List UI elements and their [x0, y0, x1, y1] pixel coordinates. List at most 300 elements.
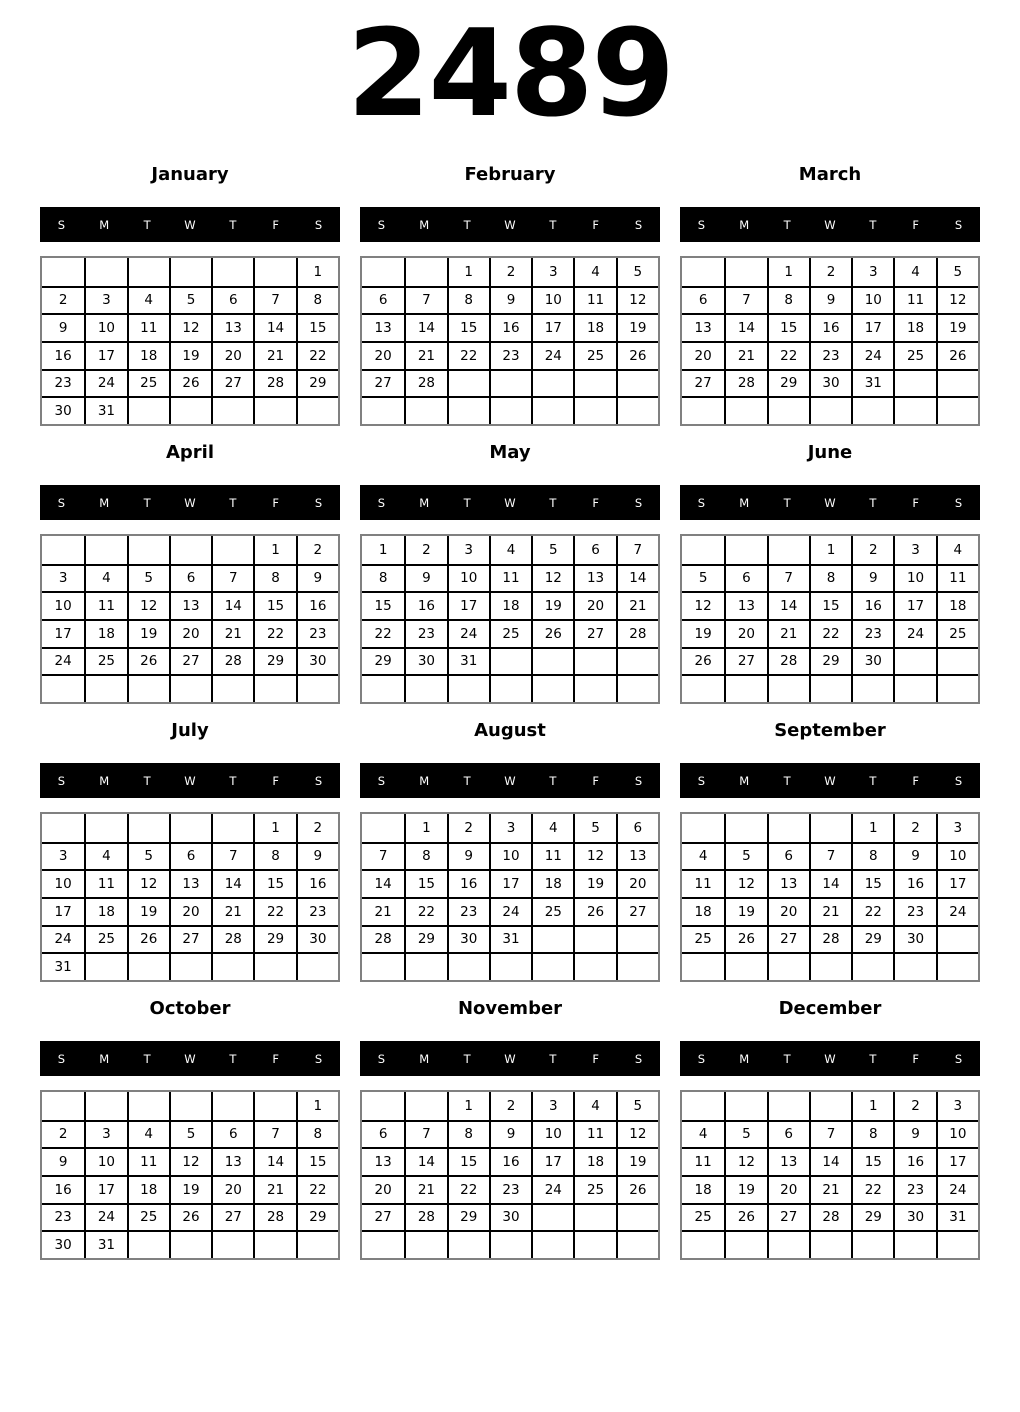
day-cell: 26	[682, 647, 724, 675]
day-cell: 2	[489, 258, 531, 286]
day-cell: 14	[616, 564, 658, 592]
month-title: February	[464, 164, 556, 185]
day-cell: 21	[809, 1175, 851, 1203]
day-cell: 11	[531, 842, 573, 870]
day-cell: 10	[531, 1120, 573, 1148]
empty-day-cell	[127, 536, 169, 564]
day-cell: 2	[296, 536, 338, 564]
weekday-label: W	[824, 217, 836, 232]
day-cell: 26	[127, 925, 169, 953]
day-cell: 25	[936, 619, 978, 647]
day-cell: 28	[211, 925, 253, 953]
day-cell: 17	[936, 1147, 978, 1175]
empty-day-cell	[489, 674, 531, 702]
day-cell: 27	[724, 647, 766, 675]
day-cell: 25	[531, 897, 573, 925]
day-cell: 27	[169, 647, 211, 675]
day-cell: 24	[893, 619, 935, 647]
weekday-label: S	[954, 1051, 963, 1066]
day-cell: 1	[296, 258, 338, 286]
weekday-label: T	[143, 217, 151, 232]
empty-day-cell	[682, 814, 724, 842]
weekday-label: S	[314, 773, 323, 788]
empty-day-cell	[809, 396, 851, 424]
day-cell: 1	[362, 536, 404, 564]
month-grid	[360, 812, 660, 982]
day-cell: 20	[682, 341, 724, 369]
empty-day-cell	[253, 1092, 295, 1120]
day-cell: 27	[682, 369, 724, 397]
day-cell: 31	[851, 369, 893, 397]
day-cell: 20	[362, 1175, 404, 1203]
month-title: August	[474, 720, 546, 741]
empty-day-cell	[362, 1230, 404, 1258]
day-cell: 12	[724, 1147, 766, 1175]
empty-day-cell	[531, 1203, 573, 1231]
day-cell: 3	[84, 1120, 126, 1148]
weekday-label: T	[463, 1051, 471, 1066]
day-cell: 15	[851, 869, 893, 897]
empty-day-cell	[404, 1230, 446, 1258]
day-cell: 30	[851, 647, 893, 675]
day-cell: 25	[84, 647, 126, 675]
weekday-label: S	[314, 1051, 323, 1066]
day-cell: 21	[253, 1175, 295, 1203]
empty-day-cell	[767, 396, 809, 424]
day-cell: 7	[211, 564, 253, 592]
day-cell: 13	[362, 1147, 404, 1175]
day-cell: 12	[169, 1147, 211, 1175]
day-cell: 12	[616, 1120, 658, 1148]
weekday-label: S	[954, 495, 963, 510]
day-cell: 12	[682, 591, 724, 619]
weekday-label: T	[869, 495, 877, 510]
day-cell: 16	[404, 591, 446, 619]
day-cell: 6	[616, 814, 658, 842]
day-cell: 3	[936, 814, 978, 842]
day-cell: 7	[253, 1120, 295, 1148]
day-cell: 27	[616, 897, 658, 925]
empty-day-cell	[616, 396, 658, 424]
day-cell: 21	[211, 619, 253, 647]
day-cell: 2	[296, 814, 338, 842]
empty-day-cell	[767, 1230, 809, 1258]
day-cell: 10	[531, 286, 573, 314]
empty-day-cell	[809, 952, 851, 980]
weekday-label: T	[143, 1051, 151, 1066]
day-cell: 28	[809, 925, 851, 953]
day-cell: 1	[851, 814, 893, 842]
weekday-label: S	[377, 495, 386, 510]
day-cell: 18	[573, 313, 615, 341]
weekday-label: F	[592, 773, 600, 788]
empty-day-cell	[893, 369, 935, 397]
empty-day-cell	[936, 925, 978, 953]
day-cell: 11	[127, 1147, 169, 1175]
empty-day-cell	[724, 258, 766, 286]
day-cell: 22	[296, 1175, 338, 1203]
day-cell: 28	[404, 1203, 446, 1231]
empty-day-cell	[724, 396, 766, 424]
empty-day-cell	[531, 1230, 573, 1258]
day-cell: 1	[253, 536, 295, 564]
empty-day-cell	[169, 674, 211, 702]
day-cell: 19	[127, 897, 169, 925]
weekday-label: T	[869, 1051, 877, 1066]
day-cell: 20	[211, 341, 253, 369]
day-cell: 15	[296, 313, 338, 341]
day-cell: 21	[404, 341, 446, 369]
empty-day-cell	[936, 674, 978, 702]
weekday-label: T	[869, 773, 877, 788]
weekday-header	[680, 485, 980, 520]
day-cell: 17	[447, 591, 489, 619]
day-cell: 4	[127, 1120, 169, 1148]
empty-day-cell	[573, 1230, 615, 1258]
day-cell: 28	[616, 619, 658, 647]
day-cell: 9	[404, 564, 446, 592]
day-cell: 21	[211, 897, 253, 925]
empty-day-cell	[489, 952, 531, 980]
month-title: April	[165, 442, 215, 463]
weekday-label: F	[592, 217, 600, 232]
weekday-header	[680, 207, 980, 242]
empty-day-cell	[169, 814, 211, 842]
day-cell: 9	[42, 1147, 84, 1175]
empty-day-cell	[489, 369, 531, 397]
empty-day-cell	[169, 1230, 211, 1258]
day-cell: 8	[447, 1120, 489, 1148]
day-cell: 20	[169, 619, 211, 647]
weekday-header	[40, 763, 340, 798]
day-cell: 25	[573, 1175, 615, 1203]
day-cell: 26	[936, 341, 978, 369]
empty-day-cell	[42, 1092, 84, 1120]
day-cell: 26	[724, 1203, 766, 1231]
empty-day-cell	[767, 674, 809, 702]
day-cell: 18	[936, 591, 978, 619]
empty-day-cell	[573, 674, 615, 702]
empty-day-cell	[489, 647, 531, 675]
empty-day-cell	[616, 925, 658, 953]
day-cell: 5	[936, 258, 978, 286]
day-cell: 10	[489, 842, 531, 870]
day-cell: 21	[724, 341, 766, 369]
weekday-header	[680, 1041, 980, 1076]
day-cell: 19	[616, 1147, 658, 1175]
day-cell: 1	[296, 1092, 338, 1120]
day-cell: 9	[489, 1120, 531, 1148]
day-cell: 23	[893, 897, 935, 925]
day-cell: 23	[447, 897, 489, 925]
day-cell: 9	[296, 564, 338, 592]
weekday-label: M	[419, 773, 430, 788]
day-cell: 28	[253, 1203, 295, 1231]
weekday-label: S	[954, 217, 963, 232]
empty-day-cell	[724, 536, 766, 564]
weekday-label: S	[57, 495, 66, 510]
month-title: December	[778, 998, 882, 1019]
empty-day-cell	[682, 258, 724, 286]
day-cell: 27	[169, 925, 211, 953]
empty-day-cell	[447, 369, 489, 397]
day-cell: 16	[42, 1175, 84, 1203]
day-cell: 1	[447, 1092, 489, 1120]
day-cell: 26	[169, 1203, 211, 1231]
day-cell: 4	[682, 842, 724, 870]
day-cell: 20	[616, 869, 658, 897]
day-cell: 24	[447, 619, 489, 647]
empty-day-cell	[936, 396, 978, 424]
day-cell: 21	[253, 341, 295, 369]
day-cell: 21	[362, 897, 404, 925]
day-cell: 25	[127, 1203, 169, 1231]
day-cell: 8	[851, 1120, 893, 1148]
day-cell: 23	[893, 1175, 935, 1203]
weekday-label: S	[57, 217, 66, 232]
day-cell: 9	[296, 842, 338, 870]
empty-day-cell	[573, 647, 615, 675]
empty-day-cell	[42, 258, 84, 286]
empty-day-cell	[893, 674, 935, 702]
day-cell: 19	[724, 897, 766, 925]
day-cell: 23	[296, 619, 338, 647]
day-cell: 13	[724, 591, 766, 619]
day-cell: 25	[489, 619, 531, 647]
day-cell: 28	[362, 925, 404, 953]
day-cell: 22	[296, 341, 338, 369]
day-cell: 30	[42, 396, 84, 424]
day-cell: 4	[489, 536, 531, 564]
empty-day-cell	[573, 925, 615, 953]
weekday-label: F	[272, 217, 280, 232]
empty-day-cell	[404, 396, 446, 424]
day-cell: 15	[404, 869, 446, 897]
day-cell: 7	[616, 536, 658, 564]
day-cell: 30	[404, 647, 446, 675]
day-cell: 31	[84, 1230, 126, 1258]
day-cell: 27	[573, 619, 615, 647]
day-cell: 7	[404, 1120, 446, 1148]
empty-day-cell	[404, 1092, 446, 1120]
day-cell: 10	[84, 313, 126, 341]
day-cell: 22	[851, 1175, 893, 1203]
day-cell: 15	[253, 869, 295, 897]
day-cell: 8	[447, 286, 489, 314]
day-cell: 19	[169, 341, 211, 369]
day-cell: 14	[362, 869, 404, 897]
day-cell: 13	[767, 869, 809, 897]
day-cell: 3	[531, 1092, 573, 1120]
weekday-label: W	[504, 1051, 516, 1066]
empty-day-cell	[573, 369, 615, 397]
empty-day-cell	[809, 814, 851, 842]
empty-day-cell	[211, 814, 253, 842]
weekday-label: F	[592, 495, 600, 510]
empty-day-cell	[253, 1230, 295, 1258]
empty-day-cell	[936, 369, 978, 397]
day-cell: 24	[42, 925, 84, 953]
empty-day-cell	[616, 647, 658, 675]
empty-day-cell	[724, 674, 766, 702]
day-cell: 20	[573, 591, 615, 619]
day-cell: 11	[893, 286, 935, 314]
day-cell: 14	[809, 869, 851, 897]
empty-day-cell	[42, 674, 84, 702]
month-august	[360, 706, 660, 982]
empty-day-cell	[724, 1092, 766, 1120]
day-cell: 2	[404, 536, 446, 564]
day-cell: 5	[573, 814, 615, 842]
day-cell: 23	[404, 619, 446, 647]
empty-day-cell	[616, 952, 658, 980]
day-cell: 4	[531, 814, 573, 842]
month-grid	[680, 812, 980, 982]
day-cell: 13	[169, 869, 211, 897]
day-cell: 7	[253, 286, 295, 314]
empty-day-cell	[767, 814, 809, 842]
day-cell: 12	[531, 564, 573, 592]
weekday-label: S	[697, 773, 706, 788]
day-cell: 20	[362, 341, 404, 369]
month-grid	[360, 1090, 660, 1260]
weekday-label: T	[463, 773, 471, 788]
weekday-label: T	[549, 217, 557, 232]
day-cell: 10	[42, 869, 84, 897]
day-cell: 7	[211, 842, 253, 870]
day-cell: 28	[767, 647, 809, 675]
day-cell: 10	[447, 564, 489, 592]
month-january	[40, 150, 340, 426]
day-cell: 9	[893, 842, 935, 870]
weekday-label: W	[504, 217, 516, 232]
month-grid	[680, 256, 980, 426]
empty-day-cell	[84, 536, 126, 564]
weekday-label: S	[697, 495, 706, 510]
weekday-label: S	[377, 773, 386, 788]
weekday-label: T	[463, 217, 471, 232]
day-cell: 31	[936, 1203, 978, 1231]
weekday-label: S	[634, 1051, 643, 1066]
day-cell: 5	[724, 842, 766, 870]
day-cell: 12	[616, 286, 658, 314]
day-cell: 18	[573, 1147, 615, 1175]
empty-day-cell	[253, 258, 295, 286]
empty-day-cell	[489, 1230, 531, 1258]
day-cell: 2	[893, 814, 935, 842]
weekday-label: T	[783, 217, 791, 232]
day-cell: 29	[851, 1203, 893, 1231]
day-cell: 6	[169, 564, 211, 592]
month-december	[680, 984, 980, 1260]
weekday-label: W	[184, 495, 196, 510]
day-cell: 14	[809, 1147, 851, 1175]
day-cell: 4	[573, 1092, 615, 1120]
weekday-label: T	[783, 1051, 791, 1066]
day-cell: 13	[682, 313, 724, 341]
day-cell: 23	[489, 341, 531, 369]
empty-day-cell	[296, 1230, 338, 1258]
weekday-label: W	[824, 773, 836, 788]
day-cell: 6	[362, 1120, 404, 1148]
month-title: March	[798, 164, 862, 185]
month-grid	[680, 1090, 980, 1260]
day-cell: 11	[489, 564, 531, 592]
day-cell: 31	[42, 952, 84, 980]
day-cell: 18	[531, 869, 573, 897]
day-cell: 30	[447, 925, 489, 953]
day-cell: 24	[489, 897, 531, 925]
day-cell: 22	[404, 897, 446, 925]
month-february	[360, 150, 660, 426]
day-cell: 21	[767, 619, 809, 647]
month-title: June	[807, 442, 853, 463]
empty-day-cell	[169, 952, 211, 980]
day-cell: 3	[851, 258, 893, 286]
day-cell: 23	[851, 619, 893, 647]
empty-day-cell	[767, 536, 809, 564]
day-cell: 28	[724, 369, 766, 397]
day-cell: 20	[767, 1175, 809, 1203]
empty-day-cell	[682, 1230, 724, 1258]
empty-day-cell	[531, 647, 573, 675]
day-cell: 26	[531, 619, 573, 647]
day-cell: 6	[767, 842, 809, 870]
weekday-label: M	[99, 1051, 110, 1066]
month-september	[680, 706, 980, 982]
empty-day-cell	[211, 1230, 253, 1258]
day-cell: 11	[84, 869, 126, 897]
day-cell: 5	[616, 1092, 658, 1120]
day-cell: 3	[531, 258, 573, 286]
weekday-label: W	[824, 495, 836, 510]
weekday-label: S	[634, 217, 643, 232]
day-cell: 19	[169, 1175, 211, 1203]
day-cell: 24	[42, 647, 84, 675]
weekday-header	[360, 1041, 660, 1076]
day-cell: 16	[447, 869, 489, 897]
day-cell: 31	[489, 925, 531, 953]
day-cell: 3	[84, 286, 126, 314]
day-cell: 28	[404, 369, 446, 397]
day-cell: 3	[447, 536, 489, 564]
day-cell: 24	[84, 1203, 126, 1231]
empty-day-cell	[127, 952, 169, 980]
day-cell: 9	[851, 564, 893, 592]
weekday-label: F	[912, 1051, 920, 1066]
day-cell: 12	[127, 591, 169, 619]
day-cell: 26	[616, 1175, 658, 1203]
day-cell: 3	[893, 536, 935, 564]
day-cell: 19	[531, 591, 573, 619]
day-cell: 25	[682, 1203, 724, 1231]
weekday-label: M	[739, 495, 750, 510]
day-cell: 16	[296, 869, 338, 897]
day-cell: 6	[169, 842, 211, 870]
weekday-label: T	[869, 217, 877, 232]
day-cell: 27	[767, 925, 809, 953]
day-cell: 13	[211, 1147, 253, 1175]
day-cell: 5	[127, 564, 169, 592]
weekday-label: W	[504, 495, 516, 510]
empty-day-cell	[682, 952, 724, 980]
day-cell: 26	[573, 897, 615, 925]
weekday-label: M	[99, 217, 110, 232]
empty-day-cell	[42, 536, 84, 564]
day-cell: 1	[253, 814, 295, 842]
day-cell: 13	[211, 313, 253, 341]
empty-day-cell	[851, 674, 893, 702]
